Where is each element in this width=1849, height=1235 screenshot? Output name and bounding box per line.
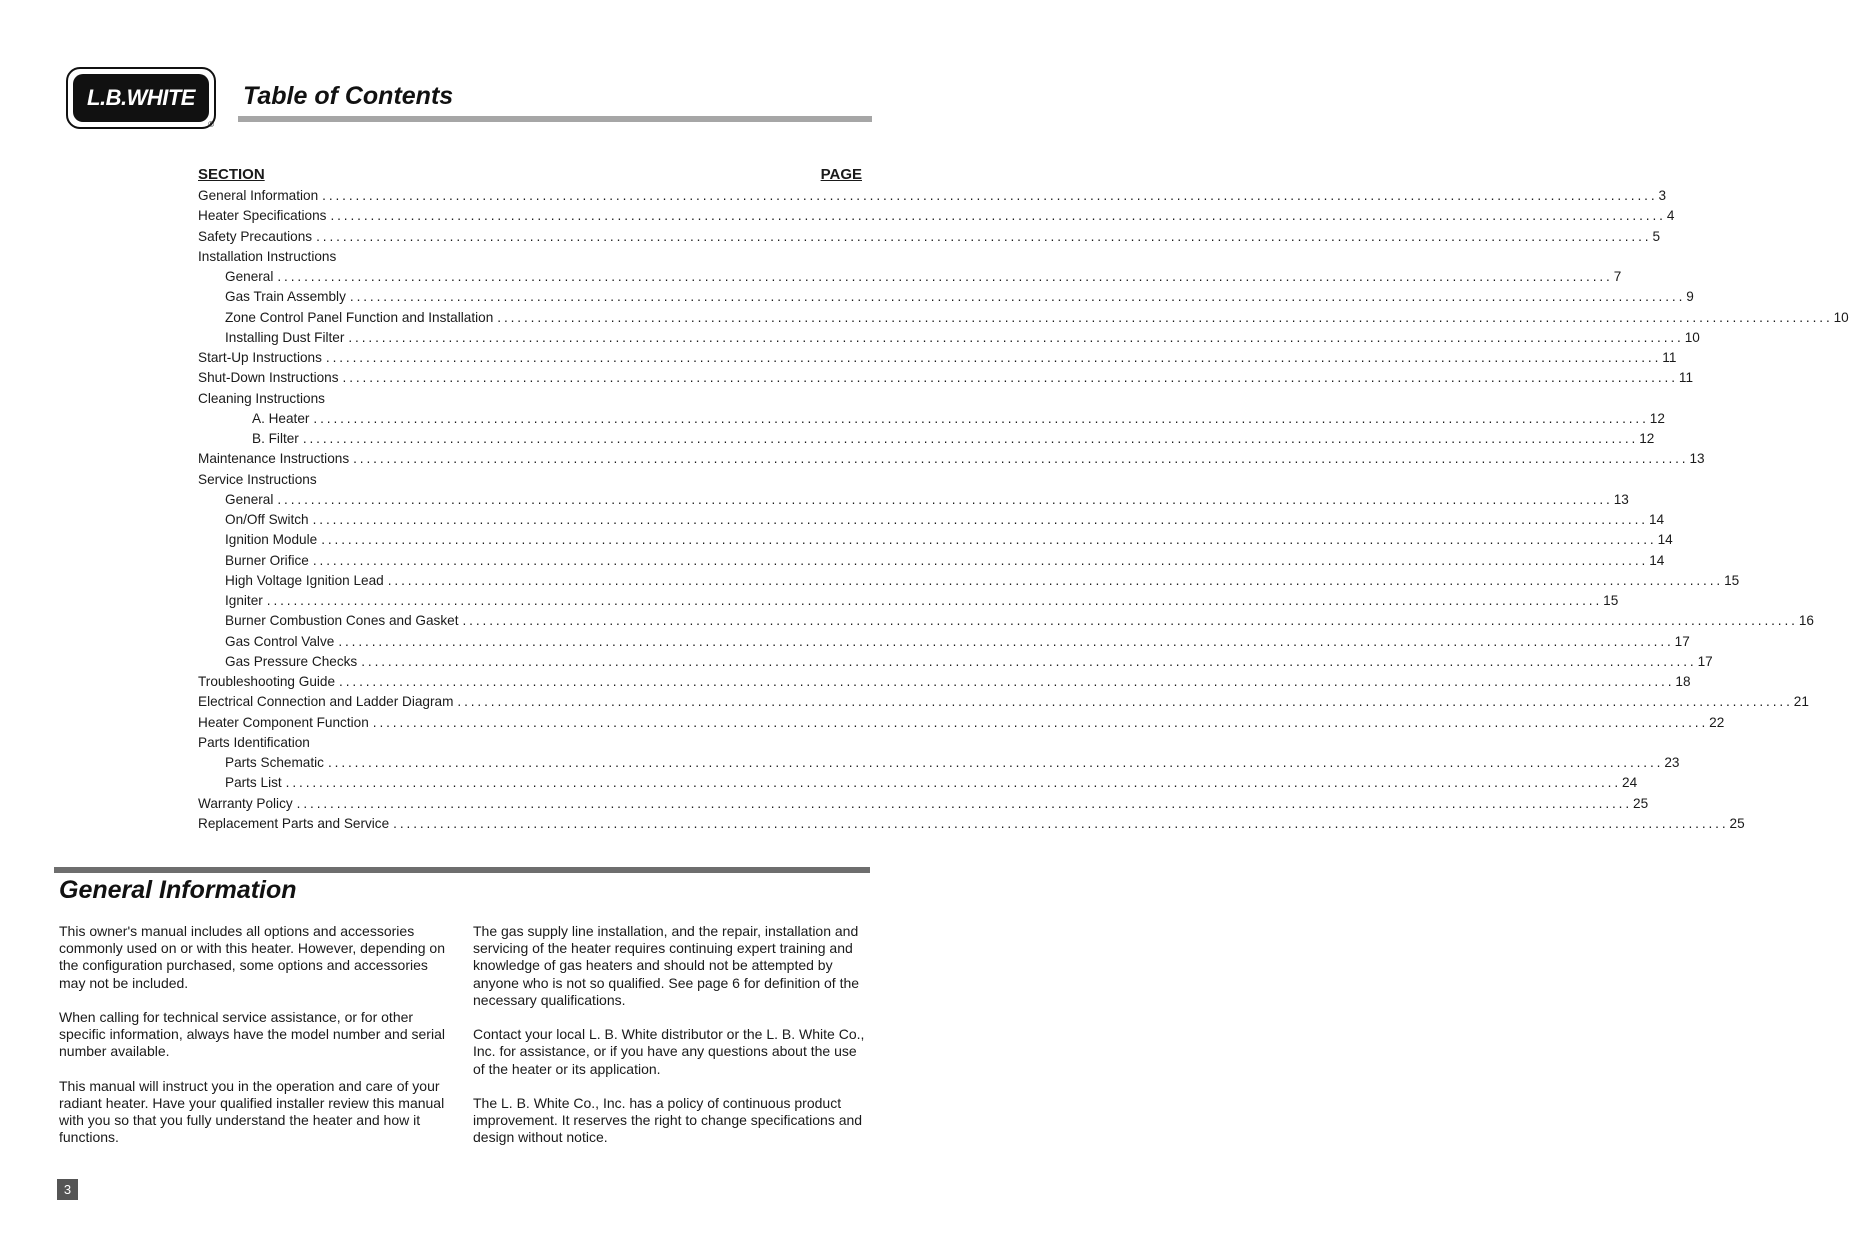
toc-entry-label: Replacement Parts and Service — [198, 815, 390, 831]
toc-entry-label: Gas Pressure Checks — [225, 653, 358, 669]
toc-entry-page: 4 — [1666, 208, 1675, 224]
toc-leader-dots: ........................................................................................................................................................................................................ — [327, 755, 1664, 770]
toc-entry — [198, 692, 1809, 712]
toc-entry-label: General — [225, 491, 274, 507]
toc-entry — [198, 389, 862, 409]
lb-white-logo — [66, 67, 214, 129]
toc-entry-page: 21 — [1793, 694, 1809, 710]
toc-entry-page: 14 — [1648, 512, 1665, 527]
toc-entry — [198, 753, 1680, 773]
toc-entry — [198, 611, 1814, 631]
toc-entry-page: 12 — [1639, 431, 1655, 446]
toc-entry-label: Maintenance Instructions — [198, 451, 350, 467]
toc-entry-label: High Voltage Ignition Lead — [225, 572, 384, 588]
toc-entry-page: 14 — [1649, 552, 1665, 568]
toc-entry-page: 3 — [1658, 188, 1667, 203]
toc-entry-label: Warranty Policy — [198, 795, 293, 811]
toc-section-header: SECTION — [198, 166, 265, 183]
toc-entry-page: 10 — [1684, 329, 1700, 345]
toc-entry-label: Burner Combustion Cones and Gasket — [225, 613, 459, 629]
toc-entry-label: Troubleshooting Guide — [198, 674, 336, 689]
toc-entry — [198, 247, 862, 267]
logo-text: L.B.WHITE — [87, 85, 195, 110]
toc-leader-dots: ........................................................................................................................................................................................................ — [462, 613, 1798, 629]
toc-entry-label: Igniter — [225, 593, 263, 608]
toc-entry-page: 22 — [1709, 714, 1725, 730]
toc-leader-dots: ........................................................................................................................................................................................................ — [353, 451, 1689, 467]
toc-entry — [198, 632, 1690, 652]
toc-leader-dots: ........................................................................................................................................................................................................ — [316, 228, 1652, 244]
logo-border — [66, 67, 216, 129]
toc-entry-label: Heater Specifications — [198, 208, 327, 224]
toc-entry-label: Gas Control Valve — [225, 633, 335, 649]
toc-entry-label: Burner Orifice — [225, 552, 309, 568]
toc-leader-dots: ........................................................................................................................................................................................................ — [277, 491, 1613, 507]
toc-entry-page: 11 — [1662, 350, 1677, 365]
toc-entry-label: Parts List — [225, 775, 282, 791]
toc-entry-label: Shut-Down Instructions — [198, 370, 339, 386]
toc-leader-dots: ........................................................................................................................................................................................................ — [330, 208, 1666, 224]
paragraph: The gas supply line installation, and the repair, installation and servicing of the heater requires continuing expert training and knowledge of gas heaters and should not be attempted by anyone who is not so qualified. See page 6 for definition of the necessary qualifications. — [473, 923, 860, 1008]
toc-entry-page: 14 — [1657, 532, 1673, 548]
toc-entry-label: Electrical Connection and Ladder Diagram — [198, 694, 454, 710]
toc-leader-dots: ........................................................................................................................................................................................................ — [393, 815, 1729, 831]
toc-entry-page: 15 — [1603, 593, 1619, 608]
toc-leader-dots: ........................................................................................................................................................................................................ — [313, 410, 1649, 426]
toc-entry — [198, 672, 1691, 692]
toc-leader-dots: ........................................................................................................................................................................................................ — [285, 775, 1622, 791]
general-info-rule — [54, 867, 870, 873]
toc-leader-dots: ........................................................................................................................................................................................................ — [342, 370, 1678, 386]
toc-entry-page: 9 — [1686, 289, 1694, 305]
paragraph: This owner's manual includes all options and accessories commonly used on or with this heater. However, depending on the configuration purchased, some options and accessories may not be included. — [59, 923, 446, 991]
toc-entry — [198, 368, 1694, 388]
toc-leader-dots: ........................................................................................................................................................................................................ — [339, 674, 1675, 689]
toc-title: Table of Contents — [243, 82, 454, 110]
toc-entry-label: On/Off Switch — [225, 512, 309, 527]
toc-entry-page: 25 — [1633, 795, 1649, 811]
toc-entry-label: Zone Control Panel Function and Installation — [225, 309, 494, 325]
toc-leader-dots: ........................................................................................................................................................................................................ — [302, 431, 1639, 446]
toc-entry-label: A. Heater — [252, 410, 310, 426]
toc-entry — [198, 652, 1713, 672]
toc-entry — [198, 449, 1705, 469]
logo-badge — [73, 74, 209, 122]
toc-entry — [198, 348, 1677, 368]
toc-entry-label: Parts Schematic — [225, 755, 324, 770]
toc-leader-dots: ........................................................................................................................................................................................................ — [338, 633, 1674, 649]
toc-leader-dots: ........................................................................................................................................................................................................ — [321, 532, 1657, 548]
toc-entry — [198, 510, 1665, 530]
toc-entry-page: 25 — [1729, 815, 1745, 831]
toc-entry — [198, 429, 1655, 449]
toc-leader-dots: ........................................................................................................................................................................................................ — [312, 512, 1648, 527]
toc-entry — [198, 287, 1694, 307]
general-info-right-column — [473, 923, 869, 1164]
toc-entry-page: 13 — [1613, 491, 1629, 507]
toc-entry — [198, 814, 1745, 834]
toc-entry-page: 17 — [1674, 633, 1690, 649]
toc-entry — [198, 490, 1629, 510]
toc-entry-label: Service Instructions — [198, 471, 317, 487]
toc-page-header: PAGE — [820, 166, 862, 183]
toc-leader-dots: ........................................................................................................................................................................................................ — [387, 572, 1724, 588]
toc-entry-label: Installing Dust Filter — [225, 329, 345, 345]
toc-header-row — [198, 164, 862, 186]
toc-title-rule — [238, 116, 872, 122]
toc-entry-page: 18 — [1675, 674, 1691, 689]
toc-entry-label: Cleaning Instructions — [198, 390, 325, 406]
toc-entry — [198, 186, 1667, 206]
toc-entry — [198, 308, 1849, 328]
toc-entry — [198, 773, 1638, 793]
toc-entry — [198, 713, 1725, 733]
page-number-badge: 3 — [57, 1179, 78, 1200]
toc-entry-label: Safety Precautions — [198, 228, 313, 244]
general-info-left-column — [59, 923, 455, 1164]
toc-entry — [198, 530, 1673, 550]
toc-entry-page: 15 — [1724, 572, 1740, 588]
toc-leader-dots: ........................................................................................................................................................................................................ — [266, 593, 1603, 608]
toc-entry-page: 10 — [1833, 309, 1849, 325]
toc-leader-dots: ........................................................................................................................................................................................................ — [277, 269, 1613, 284]
toc-entry — [198, 551, 1665, 571]
toc-entry-page: 7 — [1613, 269, 1622, 284]
toc-entry-label: B. Filter — [252, 431, 299, 446]
toc-entry-label: Heater Component Function — [198, 714, 369, 730]
toc-entry-label: Start-Up Instructions — [198, 350, 322, 365]
toc-entry — [198, 409, 1665, 429]
toc-entry-page: 11 — [1678, 370, 1694, 386]
toc-entry — [198, 470, 862, 490]
toc-entry-label: Installation Instructions — [198, 248, 337, 264]
toc-entry — [198, 328, 1700, 348]
toc-entry-label: General — [225, 269, 274, 284]
toc-entry — [198, 227, 1661, 247]
toc-entry-page: 5 — [1652, 228, 1661, 244]
registered-mark: ® — [208, 120, 214, 129]
table-of-contents — [198, 164, 1849, 834]
toc-entry-label: Parts Identification — [198, 734, 310, 750]
toc-entry-page: 23 — [1664, 755, 1680, 770]
toc-entry-label: Ignition Module — [225, 532, 318, 548]
paragraph: When calling for technical service assistance, or for other specific information, always have the model number and serial number available. — [59, 1009, 445, 1060]
toc-entry-label: Gas Train Assembly — [225, 289, 346, 305]
toc-entry — [198, 267, 1622, 287]
toc-leader-dots: ........................................................................................................................................................................................................ — [457, 694, 1793, 710]
toc-entry — [198, 794, 1649, 814]
toc-leader-dots: ........................................................................................................................................................................................................ — [325, 350, 1662, 365]
toc-entry — [198, 591, 1619, 611]
toc-leader-dots: ........................................................................................................................................................................................................ — [349, 289, 1686, 305]
toc-leader-dots: ........................................................................................................................................................................................................ — [348, 329, 1684, 345]
toc-entry-page: 16 — [1798, 613, 1814, 629]
toc-entry — [198, 733, 862, 753]
toc-leader-dots: ........................................................................................................................................................................................................ — [361, 653, 1697, 669]
paragraph: The L. B. White Co., Inc. has a policy of continuous product improvement. It reserves the right to change specifications and design without notice. — [473, 1095, 863, 1146]
toc-entry-page: 12 — [1649, 410, 1665, 426]
paragraph: This manual will instruct you in the operation and care of your radiant heater. Have your qualified installer review this manual with you so that you fully understand the heater and how it functions. — [59, 1077, 445, 1146]
toc-entries — [198, 186, 1849, 834]
toc-leader-dots: ........................................................................................................................................................................................................ — [322, 188, 1658, 203]
toc-leader-dots: ........................................................................................................................................................................................................ — [296, 795, 1633, 811]
toc-entry-page: 24 — [1622, 775, 1638, 791]
toc-entry-page: 17 — [1697, 653, 1713, 669]
toc-entry — [198, 206, 1675, 226]
toc-leader-dots: ........................................................................................................................................................................................................ — [312, 552, 1649, 568]
toc-leader-dots: ........................................................................................................................................................................................................ — [497, 309, 1833, 325]
toc-entry — [198, 571, 1740, 591]
toc-entry-page: 13 — [1689, 451, 1705, 467]
toc-leader-dots: ........................................................................................................................................................................................................ — [372, 714, 1709, 730]
general-info-title: General Information — [59, 876, 297, 904]
toc-entry-label: General Information — [198, 188, 319, 203]
paragraph: Contact your local L. B. White distributor or the L. B. White Co., Inc. for assistance, or if you have any questions about the use of the heater or its application. — [473, 1026, 865, 1077]
